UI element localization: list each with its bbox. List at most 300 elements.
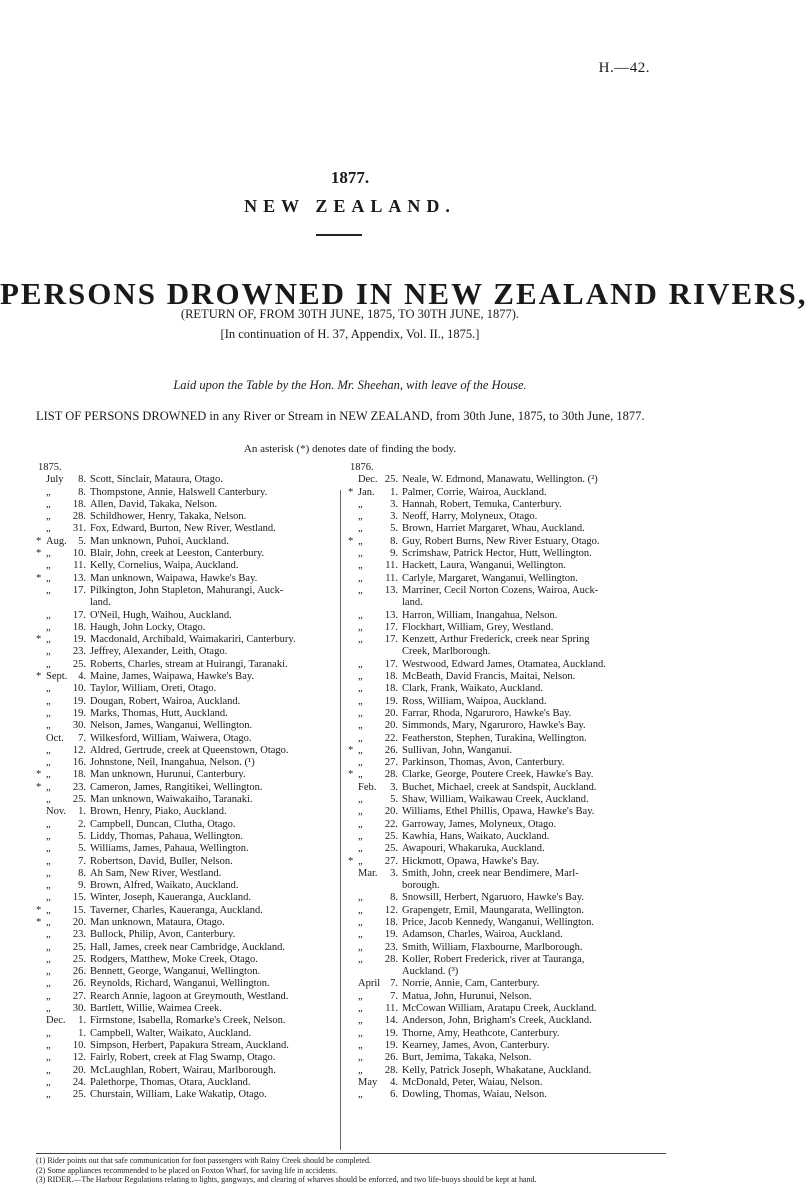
entry-text: Palmer, Corrie, Wairoa, Auckland. — [402, 486, 547, 498]
list-item — [348, 942, 674, 954]
entry-body-found-marker — [348, 659, 358, 671]
list-item — [36, 905, 332, 917]
entry-day: 23. — [384, 941, 398, 953]
entry-body-found-marker: * — [36, 904, 42, 916]
entry-month: „ — [358, 609, 363, 621]
entry-month: „ — [358, 855, 363, 867]
list-item — [36, 671, 332, 683]
entry-month: „ — [46, 1076, 51, 1088]
entry-body-found-marker — [36, 929, 46, 941]
entry-month: „ — [358, 720, 363, 732]
entry-text: Burt, Jemima, Takaka, Nelson. — [402, 1052, 532, 1064]
list-item — [36, 560, 332, 572]
footnote-rule — [36, 1153, 666, 1154]
entry-body-found-marker — [36, 868, 46, 880]
entry-text: Thorne, Amy, Heathcote, Canterbury. — [402, 1027, 560, 1039]
entry-text: Sullivan, John, Wanganui. — [402, 744, 513, 756]
entry-text: Clark, Frank, Waikato, Auckland. — [402, 683, 543, 695]
entry-body-found-marker — [36, 978, 46, 990]
entry-body-found-marker — [348, 634, 358, 646]
list-item — [36, 487, 332, 499]
entry-month: „ — [358, 757, 363, 769]
entry-text: Wilkesford, William, Waiwera, Otago. — [90, 732, 252, 744]
entry-text: McCowan William, Aratapu Creek, Auckland. — [402, 1003, 597, 1015]
list-item — [348, 610, 674, 622]
entry-day: 18. — [384, 683, 398, 695]
list-item — [36, 1077, 332, 1089]
footnote-1: (1) Rider points out that safe communication for foot passengers with Rainy Creek should be completed. — [36, 1156, 372, 1165]
entry-month: „ — [46, 1039, 51, 1051]
entry-body-found-marker — [36, 585, 46, 597]
list-item — [348, 978, 674, 990]
right-column-year: 1876. — [350, 462, 374, 473]
entry-body-found-marker — [36, 1028, 46, 1040]
entry-month: „ — [46, 867, 51, 879]
entry-month: „ — [46, 892, 51, 904]
entry-text: Schildhower, Henry, Takaka, Nelson. — [90, 511, 247, 523]
entry-day: 16. — [72, 757, 86, 769]
entry-day: 13. — [384, 584, 398, 596]
list-item — [348, 560, 674, 572]
entry-body-found-marker — [36, 523, 46, 535]
entry-day: 10. — [72, 683, 86, 695]
footnote-2: (2) Some appliances recommended to be placed on Foxton Wharf, for saving life in accidents. — [36, 1165, 338, 1175]
entry-month: „ — [358, 621, 363, 633]
entry-day: 25. — [72, 1089, 86, 1101]
entry-month: Sept. — [46, 671, 68, 683]
entry-day: 17. — [384, 621, 398, 633]
entry-body-found-marker — [348, 622, 358, 634]
entry-text: Scrimshaw, Patrick Hector, Hutt, Wellington. — [402, 548, 592, 560]
entry-day: 19. — [72, 707, 86, 719]
entry-month: „ — [46, 916, 51, 928]
entry-text: Neoff, Harry, Molyneux, Otago. — [402, 511, 538, 523]
entry-body-found-marker — [348, 978, 358, 990]
entry-text: Kawhia, Hans, Waikato, Auckland. — [402, 830, 550, 842]
list-item — [348, 511, 674, 523]
list-item — [348, 499, 674, 511]
entry-body-found-marker — [348, 917, 358, 929]
entry-continuation: borough. — [402, 880, 440, 892]
entry-body-found-marker — [36, 646, 46, 658]
entry-day: 6. — [390, 1089, 398, 1101]
entry-text: Bartlett, Willie, Waimea Creek. — [90, 1003, 222, 1015]
entry-day: 3. — [390, 498, 398, 510]
entry-month: „ — [46, 990, 51, 1002]
entry-month: „ — [46, 683, 51, 695]
entry-text: Carlyle, Margaret, Wanganui, Wellington. — [402, 572, 578, 584]
entry-body-found-marker — [36, 856, 46, 868]
entry-day: 3. — [390, 511, 398, 523]
list-item — [348, 573, 674, 585]
entry-month: „ — [358, 794, 363, 806]
footnote-3: (3) RIDER.—The Harbour Regulations relating to lights, gangways, and clearing of wharves should be enforced, and two life-buoys should be kept at hand. — [36, 1175, 537, 1185]
list-item — [36, 523, 332, 535]
entry-month: „ — [358, 683, 363, 695]
entry-text: Hannah, Robert, Temuka, Canterbury. — [402, 498, 562, 510]
entry-month: „ — [358, 560, 363, 572]
entry-month: „ — [358, 498, 363, 510]
entry-body-found-marker — [36, 733, 46, 745]
entry-month: „ — [358, 658, 363, 670]
entry-body-found-marker — [348, 683, 358, 695]
entry-month: „ — [358, 904, 363, 916]
list-item — [348, 548, 674, 560]
laid-upon-table-note: Laid upon the Table by the Hon. Mr. Sheehan, with leave of the House. — [173, 378, 527, 392]
entry-day: 28. — [384, 953, 398, 965]
entry-text: Snowsill, Herbert, Ngaruoro, Hawke's Bay. — [402, 892, 585, 904]
entry-text: Kelly, Cornelius, Waipa, Auckland. — [90, 560, 239, 572]
entry-month: „ — [358, 1089, 363, 1101]
entry-day: 17. — [72, 609, 86, 621]
entry-text: Dougan, Robert, Wairoa, Auckland. — [90, 695, 241, 707]
list-item — [348, 1052, 674, 1064]
list-item — [348, 905, 674, 917]
entry-day: 23. — [72, 781, 86, 793]
entry-text: Taylor, William, Oreti, Otago. — [90, 683, 217, 695]
entry-body-found-marker — [36, 880, 46, 892]
entry-text: Churstain, William, Lake Wakatip, Otago. — [90, 1089, 267, 1101]
entry-text: Man unknown, Puhoi, Auckland. — [90, 535, 229, 547]
entry-text: Reynolds, Richard, Wanganui, Wellington. — [90, 978, 270, 990]
list-item — [36, 1028, 332, 1040]
entry-text: Awapouri, Whakaruka, Auckland. — [402, 843, 545, 855]
entry-day: 9. — [390, 548, 398, 560]
entry-day: 8. — [390, 892, 398, 904]
entry-month: „ — [46, 511, 51, 523]
entry-body-found-marker — [36, 1003, 46, 1015]
list-item — [348, 856, 674, 868]
entry-month: „ — [46, 794, 51, 806]
entry-month: „ — [46, 609, 51, 621]
entry-text: Williams, James, Pahaua, Wellington. — [90, 843, 249, 855]
list-item — [348, 769, 674, 781]
entry-day: 17. — [384, 658, 398, 670]
entry-body-found-marker — [348, 954, 358, 966]
entry-month: „ — [358, 671, 363, 683]
entry-day: 5. — [78, 535, 86, 547]
entry-month: „ — [358, 548, 363, 560]
list-item — [348, 585, 674, 597]
entry-month: „ — [358, 916, 363, 928]
entry-body-found-marker — [36, 991, 46, 1003]
entry-day: 30. — [72, 1003, 86, 1015]
entry-text: Man unknown, Mataura, Otago. — [90, 916, 225, 928]
entry-text: Johnstone, Neil, Inangahua, Nelson. (¹) — [90, 757, 255, 769]
entry-day: 27. — [384, 855, 398, 867]
entry-text: Haugh, John Locky, Otago. — [90, 621, 206, 633]
list-item — [348, 1003, 674, 1015]
entry-body-found-marker — [36, 610, 46, 622]
entry-continuation: Creek, Marlborough. — [402, 646, 491, 658]
list-item — [348, 597, 674, 609]
list-item — [36, 856, 332, 868]
list-item — [348, 683, 674, 695]
list-item — [36, 978, 332, 990]
left-entry-list — [36, 474, 332, 1101]
entry-month: Dec. — [46, 1015, 66, 1027]
entry-day: 17. — [384, 634, 398, 646]
entry-body-found-marker — [348, 708, 358, 720]
entry-day: 5. — [78, 843, 86, 855]
list-item — [36, 1052, 332, 1064]
entry-text: Williams, Ethel Phillis, Opawa, Hawke's Bay. — [402, 806, 595, 818]
entry-text: Matua, John, Hurunui, Nelson. — [402, 990, 532, 1002]
entry-text: Flockhart, William, Grey, Westland. — [402, 621, 554, 633]
left-column — [36, 462, 332, 1101]
entry-day: 5. — [390, 794, 398, 806]
entry-day: 28. — [384, 1064, 398, 1076]
list-item — [348, 720, 674, 732]
entry-body-found-marker — [348, 671, 358, 683]
entry-day: 18. — [72, 621, 86, 633]
entry-month: „ — [46, 707, 51, 719]
entry-day: 20. — [384, 806, 398, 818]
entry-body-found-marker — [36, 1052, 46, 1064]
list-item — [36, 573, 332, 585]
list-item — [36, 782, 332, 794]
list-item — [36, 659, 332, 671]
entry-text: Farrar, Rhoda, Ngaruroro, Hawke's Bay. — [402, 707, 572, 719]
entry-day: 25. — [72, 794, 86, 806]
entry-day: 20. — [384, 720, 398, 732]
entry-day: 15. — [72, 904, 86, 916]
list-item — [348, 757, 674, 769]
entry-month: „ — [358, 523, 363, 535]
entry-month: „ — [358, 769, 363, 781]
entry-month: „ — [46, 584, 51, 596]
entry-body-found-marker — [36, 819, 46, 831]
entry-day: 8. — [78, 486, 86, 498]
entry-text: Bullock, Philip, Avon, Canterbury. — [90, 929, 236, 941]
entry-text: Koller, Robert Frederick, river at Tauranga, — [402, 953, 585, 965]
entry-month: „ — [46, 572, 51, 584]
entry-month: Oct. — [46, 732, 64, 744]
entry-month: Nov. — [46, 806, 67, 818]
entry-body-found-marker: * — [36, 535, 42, 547]
entry-day: 12. — [72, 1052, 86, 1064]
entry-month: „ — [358, 1015, 363, 1027]
entry-month: „ — [358, 744, 363, 756]
entry-day: 14. — [384, 1015, 398, 1027]
entry-body-found-marker: * — [36, 769, 42, 781]
list-item — [348, 868, 674, 880]
entry-body-found-marker — [36, 954, 46, 966]
footnotes — [36, 1156, 676, 1185]
entry-text: Hall, James, creek near Cambridge, Auckland. — [90, 941, 286, 953]
entry-text: McBeath, David Francis, Maitai, Nelson. — [402, 671, 576, 683]
entry-text: Blair, John, creek at Leeston, Canterbury. — [90, 548, 265, 560]
list-item — [36, 499, 332, 511]
list-item — [348, 831, 674, 843]
right-column — [348, 462, 674, 1101]
list-item — [36, 1040, 332, 1052]
entry-text: Harron, William, Inangahua, Nelson. — [402, 609, 558, 621]
entry-text: Scott, Sinclair, Mataura, Otago. — [90, 474, 223, 486]
entry-body-found-marker: * — [36, 916, 42, 928]
entry-month: „ — [358, 806, 363, 818]
entry-body-found-marker — [348, 1003, 358, 1015]
entry-day: 26. — [72, 966, 86, 978]
list-item — [36, 585, 332, 597]
entry-body-found-marker: * — [36, 634, 42, 646]
list-item — [36, 536, 332, 548]
list-item — [348, 917, 674, 929]
entry-text: Cameron, James, Rangitikei, Wellington. — [90, 781, 263, 793]
list-item — [348, 622, 674, 634]
entry-day: 26. — [384, 1052, 398, 1064]
entry-day: 11. — [385, 560, 398, 572]
entry-text: Campbell, Duncan, Clutha, Otago. — [90, 818, 236, 830]
entry-month: „ — [46, 560, 51, 572]
entry-body-found-marker — [36, 757, 46, 769]
list-item — [36, 610, 332, 622]
entry-day: 26. — [72, 978, 86, 990]
entry-month: „ — [46, 769, 51, 781]
list-item — [348, 843, 674, 855]
list-item — [36, 954, 332, 966]
list-item — [348, 708, 674, 720]
document-reference: H.—42. — [598, 60, 650, 76]
entry-body-found-marker: * — [348, 744, 354, 756]
entry-day: 17. — [72, 584, 86, 596]
entry-day: 22. — [384, 732, 398, 744]
entry-text: Garroway, James, Molyneux, Otago. — [402, 818, 557, 830]
country-heading: NEW ZEALAND. — [244, 196, 456, 216]
entry-day: 13. — [72, 572, 86, 584]
entry-body-found-marker — [36, 560, 46, 572]
entry-month: „ — [46, 843, 51, 855]
list-item — [348, 696, 674, 708]
list-item — [36, 966, 332, 978]
left-column-year: 1875. — [38, 462, 62, 473]
list-item — [348, 1040, 674, 1052]
list-item — [348, 1077, 674, 1089]
entry-body-found-marker — [348, 573, 358, 585]
entry-month: „ — [46, 1003, 51, 1015]
entry-body-found-marker — [36, 1089, 46, 1101]
list-item — [36, 683, 332, 695]
entry-body-found-marker — [348, 868, 358, 880]
entry-body-found-marker — [36, 892, 46, 904]
list-item — [36, 929, 332, 941]
entry-day: 27. — [72, 990, 86, 1002]
entry-day: 13. — [384, 609, 398, 621]
entry-month: „ — [358, 1064, 363, 1076]
list-item — [36, 1015, 332, 1027]
entry-body-found-marker — [348, 1065, 358, 1077]
list-item — [348, 929, 674, 941]
entry-day: 2. — [78, 818, 86, 830]
list-item — [36, 646, 332, 658]
entry-day: 27. — [384, 757, 398, 769]
entry-month: „ — [46, 978, 51, 990]
entry-month: „ — [358, 830, 363, 842]
entry-day: 3. — [390, 781, 398, 793]
entry-text: Anderson, John, Brigham's Creek, Auckland. — [402, 1015, 592, 1027]
entry-day: 24. — [72, 1076, 86, 1088]
entry-day: 19. — [384, 695, 398, 707]
entry-text: O'Neil, Hugh, Waihou, Auckland. — [90, 609, 232, 621]
entry-continuation: land. — [402, 597, 423, 609]
entry-text: Brown, Henry, Piako, Auckland. — [90, 806, 227, 818]
list-item — [36, 720, 332, 732]
entry-text: Smith, William, Flaxbourne, Marlborough. — [402, 941, 583, 953]
entry-body-found-marker — [36, 794, 46, 806]
entry-body-found-marker — [348, 757, 358, 769]
entry-month: Aug. — [46, 535, 67, 547]
entry-day: 8. — [78, 474, 86, 486]
entry-continuation: land. — [90, 597, 111, 609]
entry-month: „ — [46, 1027, 51, 1039]
entry-body-found-marker — [348, 610, 358, 622]
entry-month: „ — [358, 707, 363, 719]
entry-day: 18. — [384, 671, 398, 683]
entry-month: „ — [46, 658, 51, 670]
entry-day: 7. — [390, 978, 398, 990]
list-item — [348, 745, 674, 757]
entry-text: Dowling, Thomas, Waiau, Nelson. — [402, 1089, 547, 1101]
entry-day: 18. — [72, 498, 86, 510]
entry-month: „ — [46, 548, 51, 560]
entry-day: 23. — [72, 646, 86, 658]
entry-month: „ — [46, 634, 51, 646]
entry-text: Westwood, Edward James, Otamatea, Auckland. — [402, 658, 606, 670]
entry-day: 12. — [384, 904, 398, 916]
entry-month: „ — [358, 1039, 363, 1051]
entry-body-found-marker — [348, 560, 358, 572]
list-item — [36, 745, 332, 757]
entry-body-found-marker — [36, 499, 46, 511]
entry-day: 30. — [72, 720, 86, 732]
entry-day: 4. — [78, 671, 86, 683]
list-item — [348, 991, 674, 1003]
entry-body-found-marker — [348, 474, 358, 486]
list-item — [348, 487, 674, 499]
entry-month: „ — [358, 1003, 363, 1015]
entry-body-found-marker: * — [348, 486, 354, 498]
entry-text: Kenzett, Arthur Frederick, creek near Spring — [402, 634, 590, 646]
list-item — [36, 622, 332, 634]
entry-body-found-marker — [36, 474, 46, 486]
list-item — [36, 769, 332, 781]
list-item — [348, 1065, 674, 1077]
entry-text: Shaw, William, Waikawau Creek, Auckland. — [402, 794, 589, 806]
entry-body-found-marker — [348, 1089, 358, 1101]
entry-body-found-marker — [36, 659, 46, 671]
entry-day: 20. — [384, 707, 398, 719]
entry-text: Guy, Robert Burns, New River Estuary, Otago. — [402, 535, 600, 547]
entry-text: Bennett, George, Wanganui, Wellington. — [90, 966, 261, 978]
entry-body-found-marker — [36, 831, 46, 843]
entry-month: „ — [358, 1052, 363, 1064]
entry-text: Marriner, Cecil Norton Cozens, Wairoa, Auck- — [402, 584, 599, 596]
entry-body-found-marker — [348, 548, 358, 560]
entry-day: 11. — [73, 560, 86, 572]
entry-month: „ — [46, 486, 51, 498]
entry-body-found-marker — [348, 1052, 358, 1064]
entry-body-found-marker — [36, 806, 46, 818]
entry-month: „ — [46, 1064, 51, 1076]
entry-day: 1. — [390, 486, 398, 498]
entry-day: 31. — [72, 523, 86, 535]
entry-month: „ — [358, 818, 363, 830]
entry-day: 25. — [384, 843, 398, 855]
entry-month: „ — [46, 904, 51, 916]
entry-month: „ — [358, 1027, 363, 1039]
entry-body-found-marker — [348, 831, 358, 843]
list-item — [36, 794, 332, 806]
